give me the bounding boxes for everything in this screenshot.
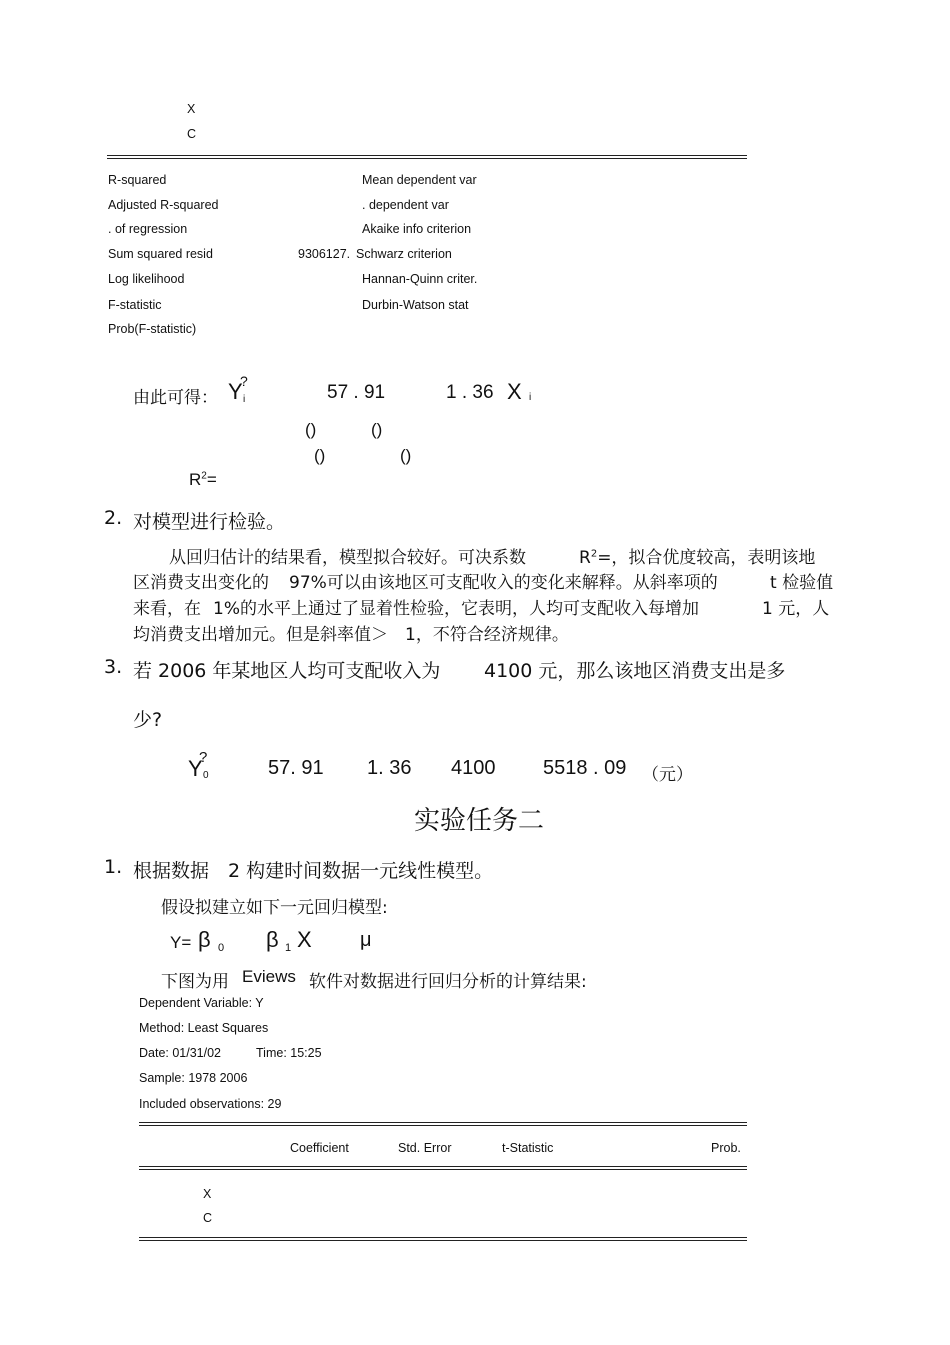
included-observations: Included observations: 29 bbox=[139, 1097, 282, 1111]
header-t-statistic: t-Statistic bbox=[502, 1141, 554, 1155]
para-line-2c: t 检验值 bbox=[770, 573, 834, 593]
forecast-y-hat: ? bbox=[199, 749, 208, 766]
task2-section1-number: 1. bbox=[104, 856, 123, 878]
forecast-slope: 1. 36 bbox=[367, 757, 412, 779]
section3-number: 3. bbox=[104, 656, 123, 678]
forecast-unit: （元） bbox=[642, 765, 693, 785]
slope-value: 1 . 36 bbox=[446, 382, 494, 403]
stat-mean-dep-var: Mean dependent var bbox=[362, 173, 477, 187]
section3-line-1a: 若 2006 年某地区人均可支配收入为 bbox=[133, 660, 441, 682]
para-line-3a: 来看，在 bbox=[133, 599, 201, 619]
table-rule bbox=[107, 158, 747, 159]
task2-section1-heading: 根据数据 2 构建时间数据一元线性模型。 bbox=[133, 860, 494, 882]
row-x-label: X bbox=[203, 1187, 212, 1201]
equation-y: Y bbox=[228, 379, 243, 404]
t-intercept-paren: () bbox=[314, 446, 326, 465]
dependent-variable: Dependent Variable: Y bbox=[139, 996, 264, 1010]
stat-hannan-quinn: Hannan-Quinn criter. bbox=[362, 272, 478, 286]
header-prob: Prob. bbox=[711, 1141, 741, 1155]
intro-text-eviews: Eviews bbox=[242, 967, 296, 986]
equation-x: X bbox=[507, 379, 522, 404]
sample: Sample: 1978 2006 bbox=[139, 1071, 248, 1085]
table-rule bbox=[139, 1169, 747, 1170]
para-line-2a: 区消费支出变化的 bbox=[133, 573, 269, 593]
row-c-label: C bbox=[203, 1211, 213, 1225]
forecast-y-subscript: 0 bbox=[203, 770, 209, 781]
table-rule bbox=[139, 1240, 747, 1241]
table-rule bbox=[139, 1166, 747, 1167]
model-x: X bbox=[297, 927, 312, 952]
section3-line-1b: 4100 元，那么该地区消费支出是多 bbox=[484, 660, 786, 682]
stat-prob-f: Prob(F-statistic) bbox=[108, 322, 197, 336]
section2-heading: 对模型进行检验。 bbox=[133, 511, 286, 533]
para-line-1a: 从回归估计的结果看，模型拟合较好。可决系数 bbox=[169, 548, 526, 568]
task2-title: 实验任务二 bbox=[414, 806, 545, 836]
se-slope-paren: () bbox=[371, 420, 383, 439]
header-coefficient: Coefficient bbox=[290, 1141, 349, 1155]
para-line-3c: 1 元，人 bbox=[762, 599, 830, 619]
var-c-label: C bbox=[187, 127, 197, 141]
para-line-4: 均消费支出增加元。但是斜率值＞ 1，不符合经济规律。 bbox=[133, 625, 569, 645]
stat-f-statistic: F-statistic bbox=[108, 298, 162, 312]
se-intercept-paren: () bbox=[305, 420, 317, 439]
y-hat-mark: ? bbox=[240, 373, 248, 389]
equation-lead: 由此可得： bbox=[133, 388, 218, 408]
section3-line-2: 少? bbox=[133, 709, 163, 731]
model-y: Y= bbox=[170, 933, 192, 952]
stat-schwarz: Schwarz criterion bbox=[356, 247, 452, 261]
var-x-label: X bbox=[187, 102, 196, 116]
stat-adj-r-squared: Adjusted R-squared bbox=[108, 198, 219, 212]
section2-number: 2. bbox=[104, 507, 123, 529]
ssr-value: 9306127. bbox=[298, 247, 351, 261]
forecast-income: 4100 bbox=[451, 757, 496, 779]
stat-se-regression: . of regression bbox=[108, 222, 188, 236]
intercept-value: 57 . 91 bbox=[327, 382, 386, 403]
forecast-y: Y bbox=[188, 756, 203, 781]
stat-durbin-watson: Durbin-Watson stat bbox=[362, 298, 469, 312]
para-line-3b: 1%的水平上通过了显着性检验，它表明，人均可支配收入每增加 bbox=[213, 599, 699, 619]
stat-akaike: Akaike info criterion bbox=[362, 222, 472, 236]
stat-sd-dep-var: . dependent var bbox=[362, 198, 449, 212]
date: Date: 01/31/02 bbox=[139, 1046, 222, 1060]
para-line-2b: 97%可以由该地区可支配收入的变化来解释。从斜率项的 bbox=[289, 573, 718, 593]
table-rule bbox=[139, 1125, 747, 1126]
stat-sum-squared-resid: Sum squared resid bbox=[108, 247, 213, 261]
r-squared-line: $R^2=$ bbox=[189, 470, 217, 489]
model-beta0: β bbox=[198, 927, 211, 952]
stat-log-likelihood: Log likelihood bbox=[108, 272, 185, 286]
forecast-result: 5518 . 09 bbox=[543, 757, 627, 779]
y-subscript: i bbox=[243, 394, 246, 405]
model-beta1: β bbox=[266, 927, 279, 952]
time: Time: 15:25 bbox=[256, 1046, 322, 1060]
header-std-error: Std. Error bbox=[398, 1141, 452, 1155]
stat-r-squared: R-squared bbox=[108, 173, 167, 187]
intro-text-a: 下图为用 bbox=[161, 972, 229, 992]
table-rule bbox=[139, 1237, 747, 1238]
model-beta1-subscript: 1 bbox=[285, 942, 292, 954]
t-slope-paren: () bbox=[400, 446, 412, 465]
para-line-1b: $R^2=$，拟合优度较高，表明该地 bbox=[579, 548, 816, 568]
method: Method: Least Squares bbox=[139, 1021, 269, 1035]
forecast-intercept: 57. 91 bbox=[268, 757, 324, 779]
assume-text: 假设拟建立如下一元回归模型: bbox=[161, 898, 388, 918]
x-subscript: i bbox=[529, 392, 532, 403]
table-rule bbox=[139, 1122, 747, 1123]
model-mu: μ bbox=[360, 929, 372, 951]
model-beta0-subscript: 0 bbox=[218, 942, 225, 954]
intro-text-c: 软件对数据进行回归分析的计算结果: bbox=[309, 972, 587, 992]
table-rule bbox=[107, 155, 747, 156]
